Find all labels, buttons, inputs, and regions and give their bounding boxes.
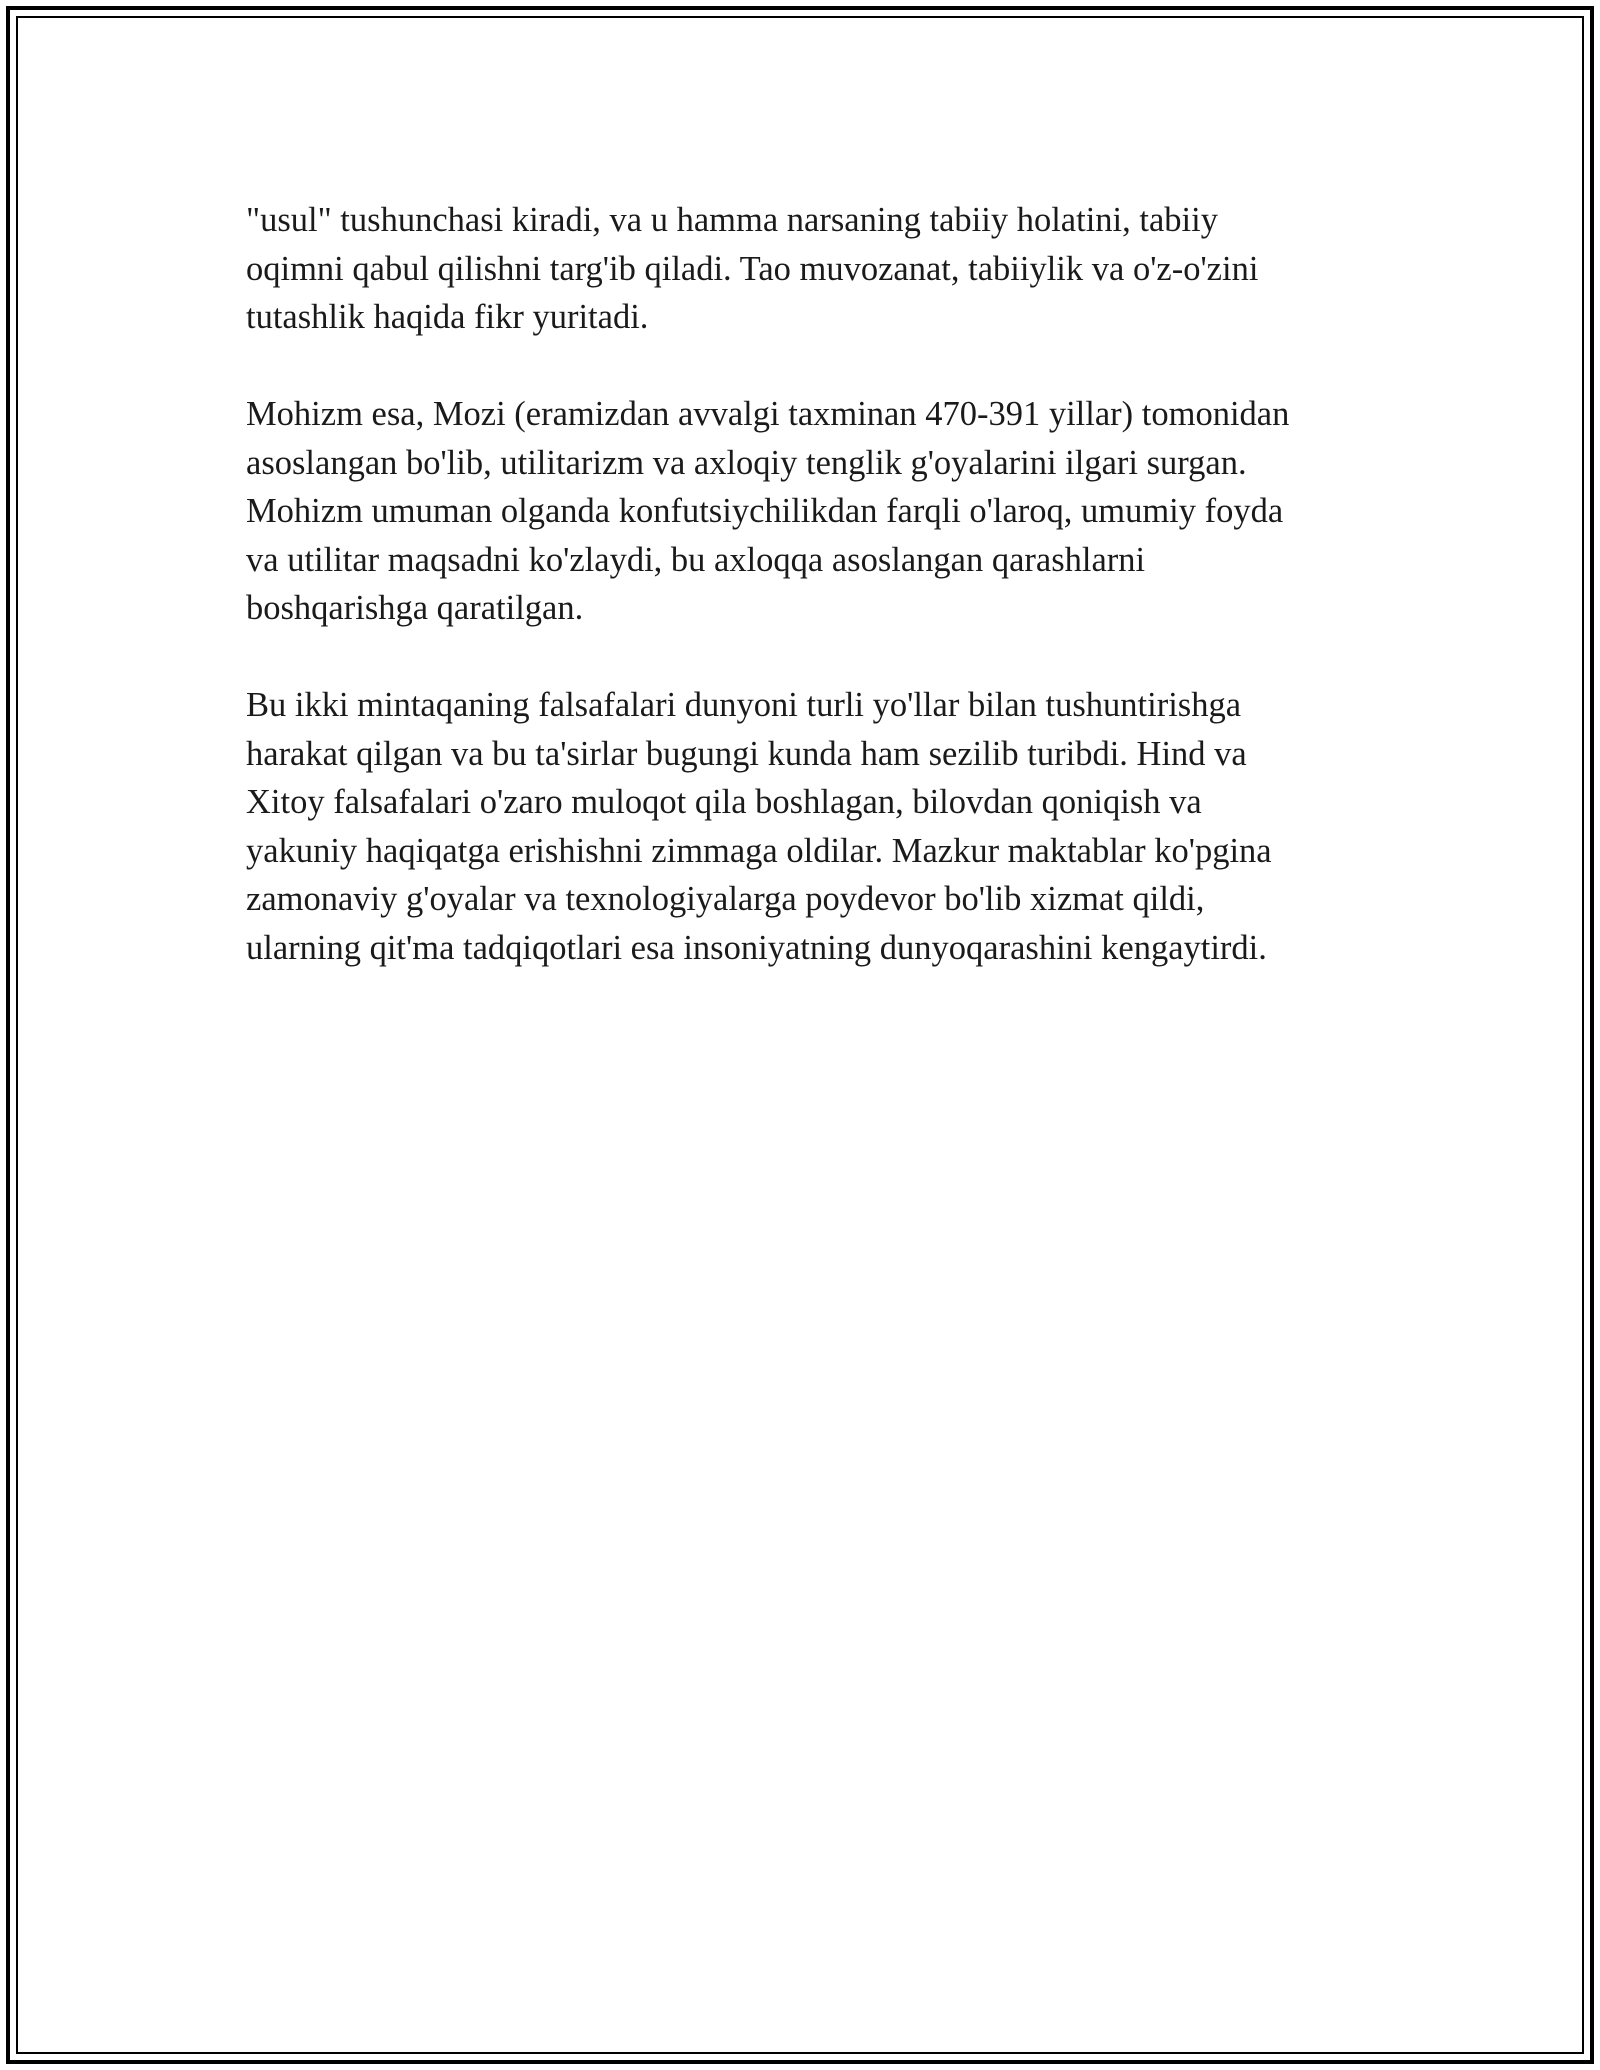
text-line: Mohizm umuman olganda konfutsiychilikdan farqli o'laroq, umumiy foyda bbox=[246, 492, 1284, 530]
paragraph bbox=[246, 390, 1376, 633]
text-line: "usul" tushunchasi kiradi, va u hamma narsaning tabiiy holatini, tabiiy bbox=[246, 201, 1218, 239]
paragraph bbox=[246, 681, 1376, 972]
text-line: tutashlik haqida fikr yuritadi. bbox=[246, 298, 649, 336]
text-line: asoslangan bo'lib, utilitarizm va axloqiy tenglik g'oyalarini ilgari surgan. bbox=[246, 443, 1247, 482]
text-line: yakuniy haqiqatga erishishni zimmaga oldilar. Mazkur maktablar ko'pgina bbox=[246, 831, 1272, 870]
paragraph bbox=[246, 196, 1376, 342]
text-line: va utilitar maqsadni ko'zlaydi, bu axloqqa asoslangan qarashlarni bbox=[246, 540, 1146, 579]
text-line: ularning qit'ma tadqiqotlari esa insoniyatning dunyoqarashini kengaytirdi. bbox=[246, 928, 1267, 967]
text-line: zamonaviy g'oyalar va texnologiyalarga poydevor bo'lib xizmat qildi, bbox=[246, 880, 1205, 918]
page-frame bbox=[6, 6, 1594, 2064]
text-line: harakat qilgan va bu ta'sirlar bugungi kunda ham sezilib turibdi. Hind va bbox=[246, 734, 1247, 773]
text-line: Mohizm esa, Mozi (eramizdan avvalgi taxminan 470-391 yillar) tomonidan bbox=[246, 395, 1290, 433]
text-line: oqimni qabul qilishni targ'ib qiladi. Tao muvozanat, tabiiylik va o'z-o'zini bbox=[246, 249, 1259, 288]
text-line: Xitoy falsafalari o'zaro muloqot qila boshlagan, bilovdan qoniqish va bbox=[246, 783, 1202, 821]
document-body bbox=[246, 196, 1376, 1021]
text-line: Bu ikki mintaqaning falsafalari dunyoni turli yo'llar bilan tushuntirishga bbox=[246, 686, 1242, 724]
text-line: boshqarishga qaratilgan. bbox=[246, 589, 584, 627]
